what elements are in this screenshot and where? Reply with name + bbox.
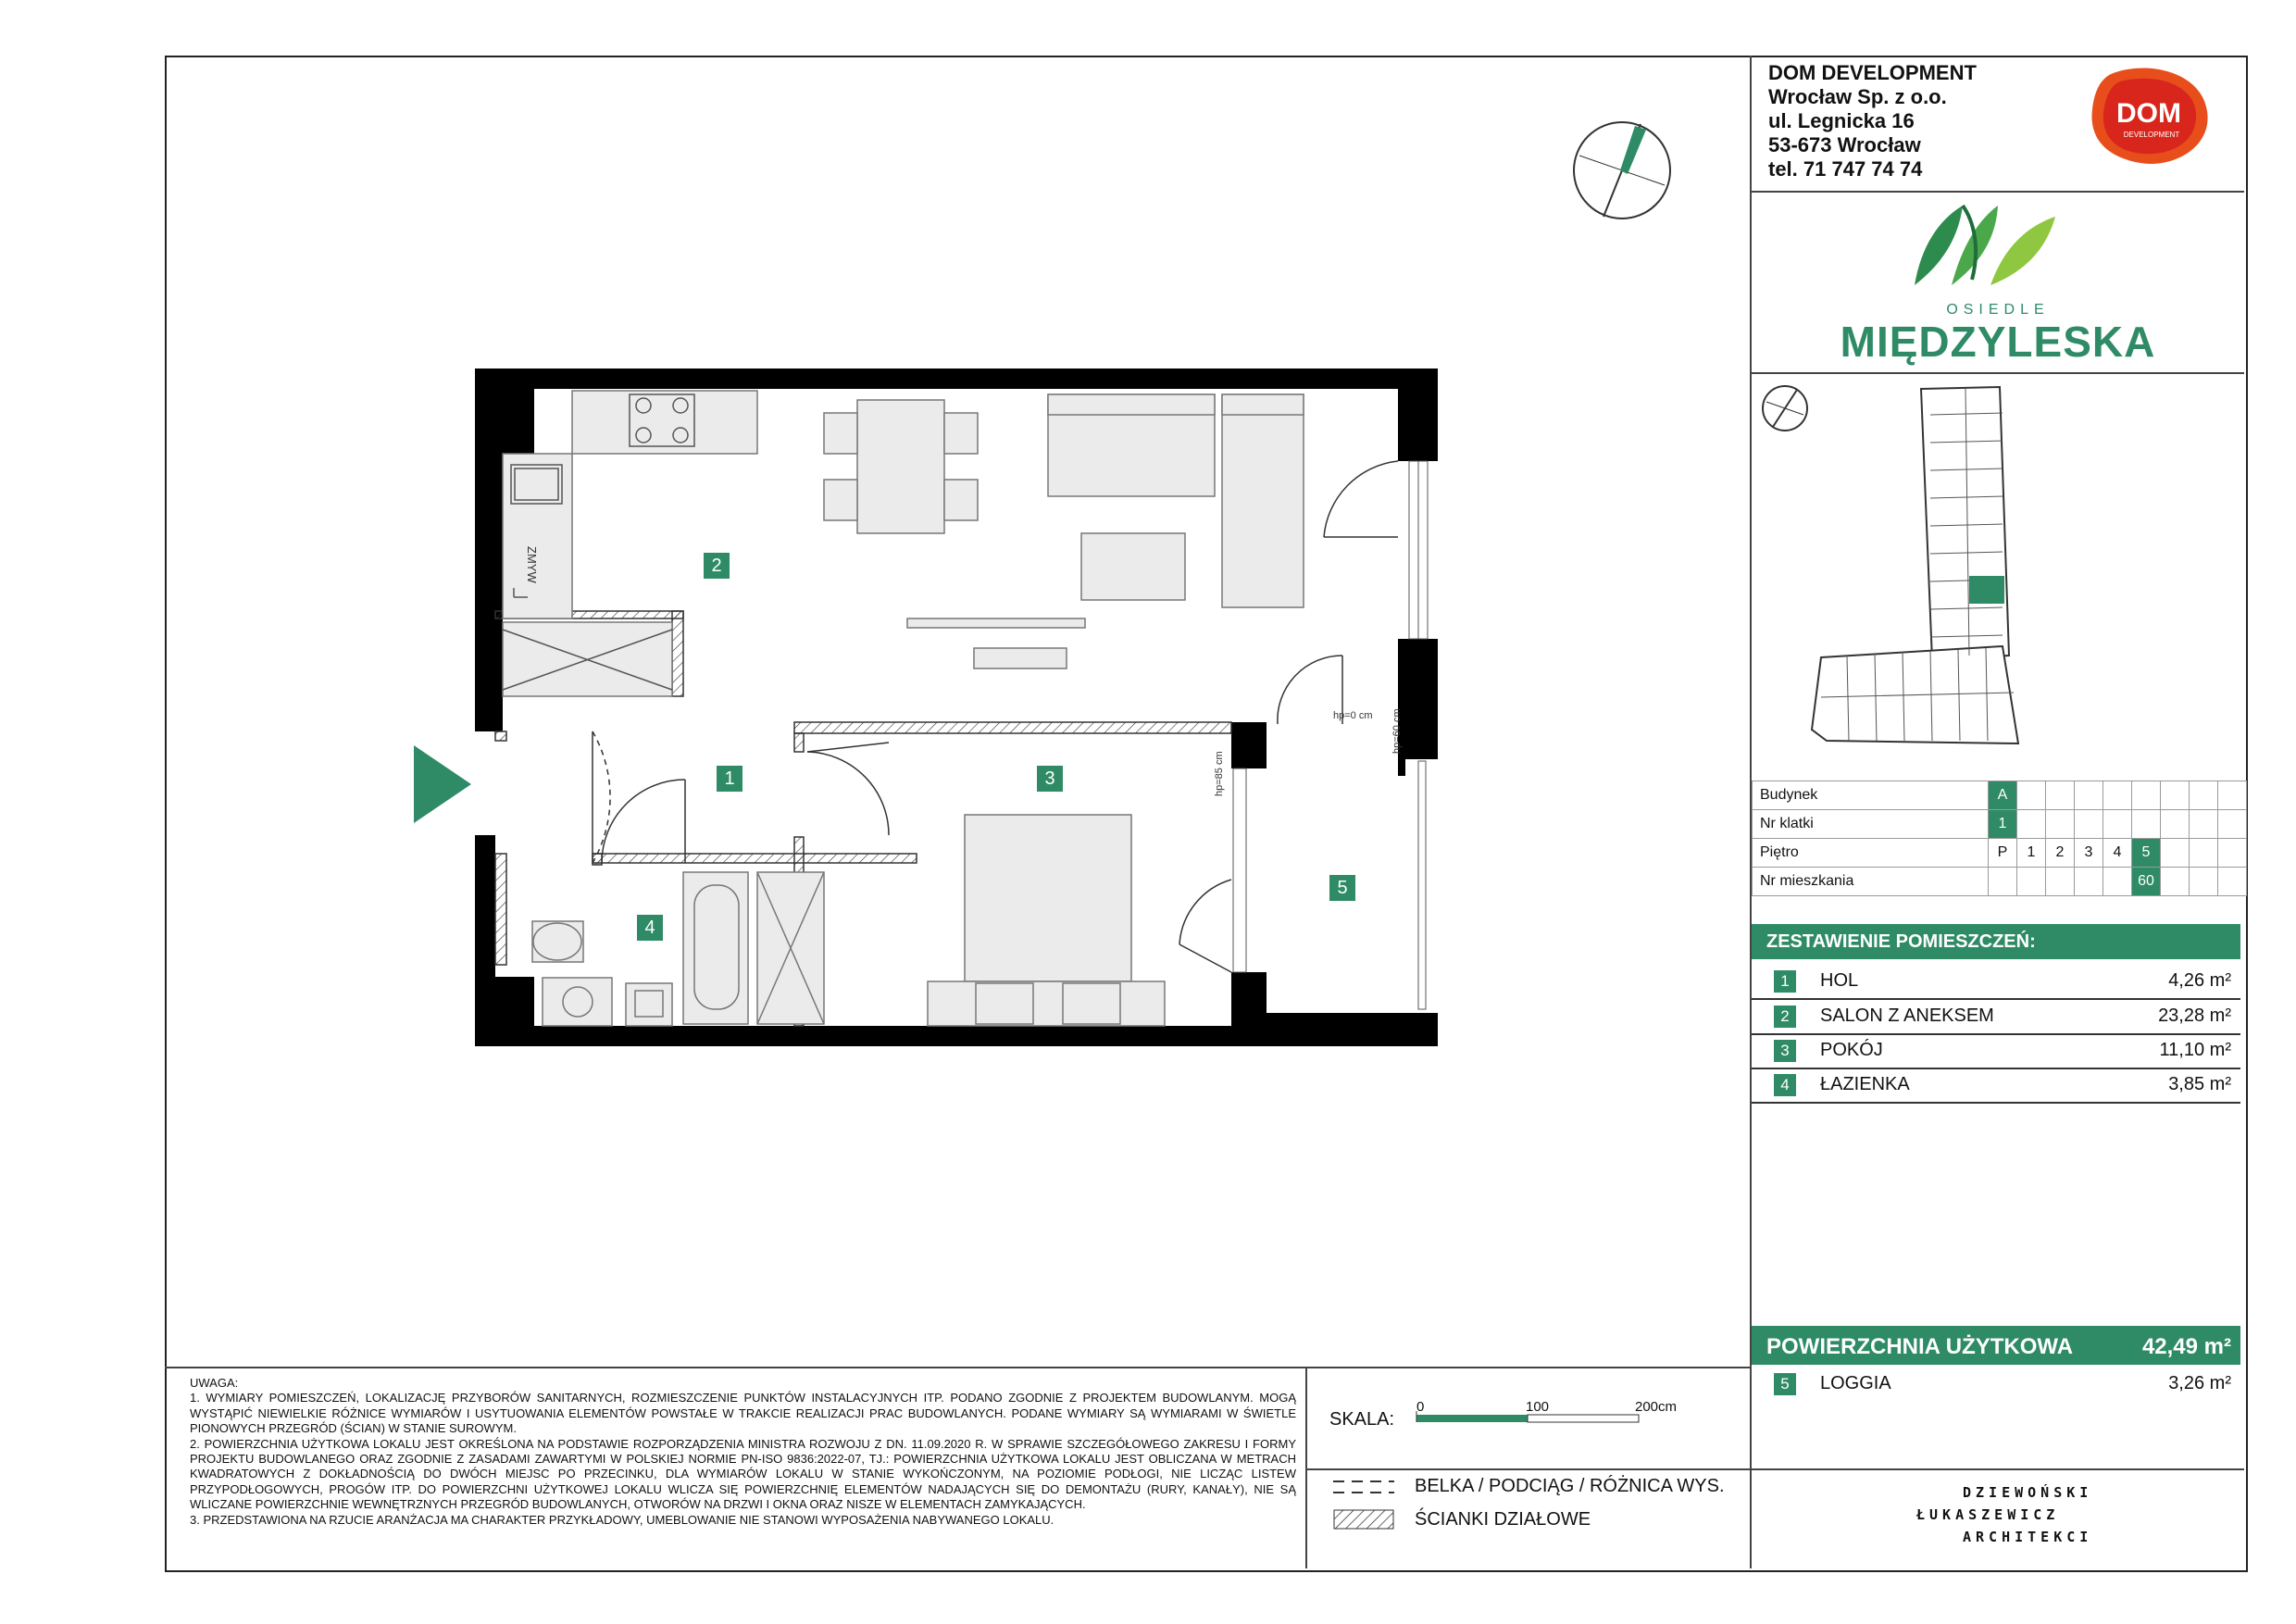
rooms-header: ZESTAWIENIE POMIESZCZEŃ:	[1752, 924, 2240, 959]
room-row: 4 ŁAZIENKA 3,85 m²	[1752, 1068, 2240, 1104]
north-arrow-icon	[1570, 119, 1674, 222]
scale-legend-divider	[1305, 1468, 1752, 1470]
table-row: Budynek A	[1753, 781, 2247, 810]
plan-room-label: 4	[637, 915, 663, 941]
loggia-row: 5 LOGGIA 3,26 m²	[1752, 1368, 2240, 1401]
dom-development-logo	[2083, 65, 2213, 169]
scale-tick-200: 200cm	[1635, 1399, 1678, 1415]
total-area-value: 42,49 m²	[2141, 1334, 2231, 1359]
table-row: Piętro P 1 2 3 4 5	[1753, 839, 2247, 868]
project-divider	[1750, 372, 2244, 374]
beam-legend-label: BELKA / PODCIĄG / RÓŻNICA WYS.	[1415, 1476, 1725, 1496]
walls-legend-label: ŚCIANKI DZIAŁOWE	[1415, 1509, 1591, 1530]
svg-text:ZMYW: ZMYW	[525, 546, 539, 583]
project-title: MIĘDZYLESKA	[1840, 318, 2156, 366]
walls-legend-swatch	[1333, 1509, 1394, 1530]
notes-divider	[165, 1367, 1752, 1368]
loggia-divider	[1750, 1468, 2244, 1470]
svg-text:hp=0 cm: hp=0 cm	[1333, 710, 1373, 721]
notes-legend-divider	[1305, 1367, 1307, 1568]
room-row: 1 HOL 4,26 m²	[1752, 965, 2240, 1000]
company-divider	[1750, 191, 2244, 193]
project-logo	[1907, 196, 2065, 289]
entrance-arrow-icon	[414, 745, 473, 823]
plan-room-label: 2	[704, 553, 730, 579]
plan-room-label: 3	[1037, 766, 1063, 792]
beam-legend-swatch	[1333, 1478, 1394, 1496]
project-subtitle: OSIEDLE	[1946, 302, 2050, 318]
architect-logo: DZIEWOŃSKI ŁUKASZEWICZ ARCHITEKCI	[1916, 1484, 2093, 1545]
notes: UWAGA: 1. WYMIARY POMIESZCZEŃ, LOKALIZACJĘ PRZYBORÓW SANITARNYCH, ROZMIESZCZENIE PUNKTÓW INSTALACYJNYCH ITP. PODANO ZGODNIE Z PROJEKTEM BUDOWLANYM. MOGĄ WYSTĄPIĆ NIEWIELKIE RÓŻNICE WYMIARÓW I USYTUOWANIA ELEMENTÓW POWSTAŁE W TRAKCIE REALIZACJI PRAC BUDOWLANYCH. PODANE WYMIARY SĄ WYMIARAMI W ŚWIETLE PIONOWYCH PRZEGRÓD (ŚCIAN) W STANIE SUROWYM. 2. POWIERZCHNIA UŻYTKOWA LOKALU JEST OKREŚLONA NA PODSTAWIE ROZPORZĄDZENIA MINISTRA ROZWOJU Z DN. 11.09.2020 R. W SPRAWIE SZCZEGÓŁOWEGO ZAKRESU I FORMY PROJEKTU BUDOWLANEGO ORAZ ZGODNIE Z ZASADAMI ZAWARTYMI W POLSKIEJ NORMIE PN-ISO 9836:2022-07, TJ.: POWIERZCHNIA UŻYTKOWA LOKALU JEST OBLICZANA W METRACH KWADRATOWYCH Z DOKŁADNOŚCIĄ DO DWÓCH MIEJSC PO PRZECINKU, DLA WYMIARÓW LOKALU W STANIE WYKOŃCZONYM, NA POZIOMIE PODŁOGI, NIE LICZĄC LISTEW PRZYPODŁOGOWYCH, PROGÓW ITP. DO POWIERZCHNI UŻYTKOWEJ LOKALU WLICZA SIĘ POWIERZCHNIĘ ELEMENTÓW NADAJĄCYCH SIĘ DO DEMONTAŻU (RURY, KANAŁY), NIE SĄ WLICZANE POWIERZCHNIE WEWNĘTRZNYCH PRZEGRÓD BUDOWLANYCH, OTWORÓW NA DRZWI I OKNA ORAZ NISZE W ELEMENTACH ZAMYKAJĄCYCH. 3. PRZEDSTAWIONA NA RZUCIE ARANŻACJA MA CHARAKTER PRZYKŁADOWY, UMEBLOWANIE NIE STANOWI WYPOSAŻENIA NABYWANEGO LOKALU.	[190, 1376, 1296, 1527]
table-row: Nr mieszkania 60	[1753, 868, 2247, 896]
company-address: DOM DEVELOPMENT Wrocław Sp. z o.o. ul. Legnicka 16 53-673 Wrocław tel. 71 747 74 74	[1768, 61, 1977, 181]
table-row: Nr klatki 1	[1753, 810, 2247, 839]
plan-room-label: 1	[717, 766, 742, 792]
svg-text:hp=85 cm: hp=85 cm	[1214, 751, 1225, 796]
scale-tick-0: 0	[1416, 1399, 1425, 1415]
floor-plan	[407, 361, 1463, 1065]
total-area-label: POWIERZCHNIA UŻYTKOWA	[1766, 1334, 2074, 1359]
total-area-bar	[1752, 1326, 2240, 1365]
plan-room-label: 5	[1329, 875, 1355, 901]
svg-text:DEVELOPMENT: DEVELOPMENT	[2123, 131, 2180, 139]
room-row: 3 POKÓJ 11,10 m²	[1752, 1034, 2240, 1069]
location-table	[1752, 781, 2247, 896]
room-row: 2 SALON Z ANEKSEM 23,28 m²	[1752, 1000, 2240, 1035]
svg-text:DOM: DOM	[2116, 98, 2181, 129]
key-plan	[1754, 378, 2241, 776]
scale-tick-100: 100	[1526, 1399, 1550, 1415]
scale-label: SKALA:	[1329, 1409, 1395, 1430]
svg-text:hp=60 cm: hp=60 cm	[1391, 708, 1403, 754]
